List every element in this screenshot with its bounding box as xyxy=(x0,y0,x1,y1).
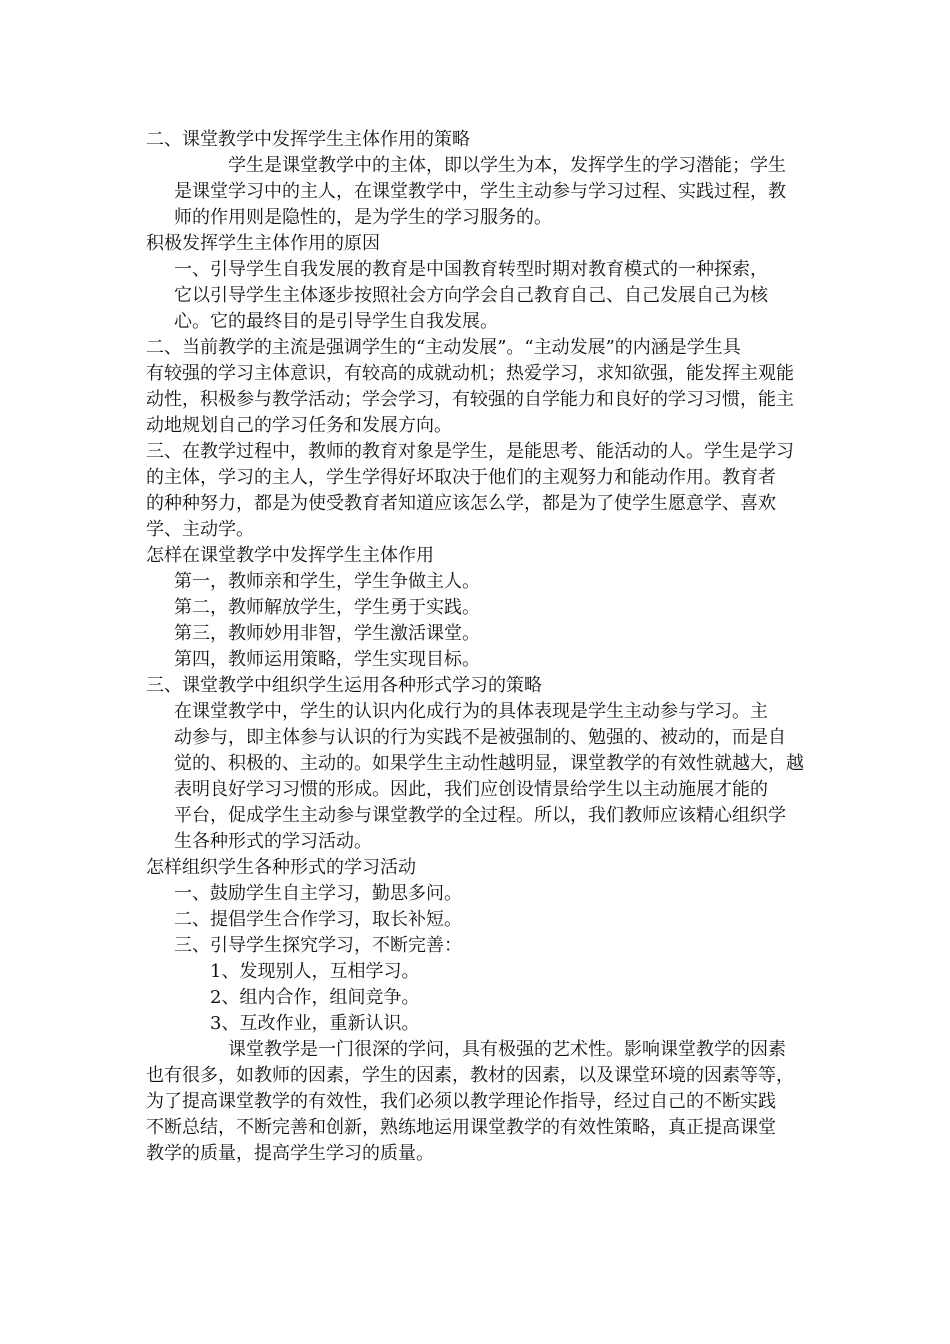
reason-2-line: 动地规划自己的学习任务和发展方向。 xyxy=(146,415,452,436)
how-item: 第三，教师妙用非智，学生激活课堂。 xyxy=(174,623,480,644)
reason-1-line: 一、引导学生自我发展的教育是中国教育转型时期对教育模式的一种探索， xyxy=(174,259,768,280)
section2-heading: 二、课堂教学中发挥学生主体作用的策略 xyxy=(146,129,470,150)
how-item: 第二，教师解放学生，学生勇于实践。 xyxy=(174,597,480,618)
section3-body-line: 平台，促成学生主动参与课堂教学的全过程。所以，我们教师应该精心组织学 xyxy=(174,805,786,826)
activity-item: 二、提倡学生合作学习，取长补短。 xyxy=(174,909,462,930)
section3-body-line: 觉的、积极的、主动的。如果学生主动性越明显，课堂教学的有效性就越大，越 xyxy=(174,753,804,774)
how-heading: 怎样在课堂教学中发挥学生主体作用 xyxy=(146,545,434,566)
reasons-heading: 积极发挥学生主体作用的原因 xyxy=(146,233,380,254)
activity-subitem: 3、互改作业，重新认识。 xyxy=(210,1013,420,1034)
how-item: 第四，教师运用策略，学生实现目标。 xyxy=(174,649,480,670)
section3-body-line: 动参与，即主体参与认识的行为实践不是被强制的、勉强的、被动的，而是自 xyxy=(174,727,786,748)
conclusion-line: 教学的质量，提高学生学习的质量。 xyxy=(146,1143,434,1164)
activities-heading: 怎样组织学生各种形式的学习活动 xyxy=(146,857,416,878)
reason-3-line: 学、主动学。 xyxy=(146,519,254,540)
reason-2-line: 二、当前教学的主流是强调学生的“主动发展”。“主动发展”的内涵是学生具 xyxy=(146,337,741,358)
section3-heading: 三、课堂教学中组织学生运用各种形式学习的策略 xyxy=(146,675,542,696)
reason-2-line: 动性，积极参与教学活动；学会学习，有较强的自学能力和良好的学习习惯，能主 xyxy=(146,389,794,410)
section3-body-line: 生各种形式的学习活动。 xyxy=(174,831,372,852)
section3-body-line: 表明良好学习习惯的形成。因此，我们应创设情景给学生以主动施展才能的 xyxy=(174,779,768,800)
activity-subitem: 1、发现别人，互相学习。 xyxy=(210,961,420,982)
activity-item: 三、引导学生探究学习，不断完善： xyxy=(174,935,462,956)
conclusion-line: 课堂教学是一门很深的学问，具有极强的艺术性。影响课堂教学的因素 xyxy=(228,1039,786,1060)
section2-intro-line: 是课堂学习中的主人，在课堂教学中，学生主动参与学习过程、实践过程，教 xyxy=(174,181,786,202)
reason-3-line: 三、在教学过程中，教师的教育对象是学生，是能思考、能活动的人。学生是学习 xyxy=(146,441,794,462)
reason-3-line: 的主体，学习的主人，学生学得好坏取决于他们的主观努力和能动作用。教育者 xyxy=(146,467,776,488)
conclusion-line: 也有很多，如教师的因素，学生的因素，教材的因素，以及课堂环境的因素等等， xyxy=(146,1065,794,1086)
section2-intro-line: 师的作用则是隐性的，是为学生的学习服务的。 xyxy=(174,207,552,228)
section2-intro-line: 学生是课堂教学中的主体，即以学生为本，发挥学生的学习潜能；学生 xyxy=(228,155,786,176)
activity-item: 一、鼓励学生自主学习，勤思多问。 xyxy=(174,883,462,904)
conclusion-line: 为了提高课堂教学的有效性，我们必须以教学理论作指导，经过自己的不断实践 xyxy=(146,1091,776,1112)
conclusion-line: 不断总结，不断完善和创新，熟练地运用课堂教学的有效性策略，真正提高课堂 xyxy=(146,1117,776,1138)
reason-2-line: 有较强的学习主体意识，有较高的成就动机；热爱学习，求知欲强，能发挥主观能 xyxy=(146,363,794,384)
reason-1-line: 心。它的最终目的是引导学生自我发展。 xyxy=(174,311,498,332)
reason-3-line: 的种种努力，都是为使受教育者知道应该怎么学，都是为了使学生愿意学、喜欢 xyxy=(146,493,776,514)
reason-1-line: 它以引导学生主体逐步按照社会方向学会自己教育自己、自己发展自己为核 xyxy=(174,285,768,306)
how-item: 第一，教师亲和学生，学生争做主人。 xyxy=(174,571,480,592)
section3-body-line: 在课堂教学中，学生的认识内化成行为的具体表现是学生主动参与学习。主 xyxy=(174,701,768,722)
activity-subitem: 2、组内合作，组间竞争。 xyxy=(210,987,420,1008)
